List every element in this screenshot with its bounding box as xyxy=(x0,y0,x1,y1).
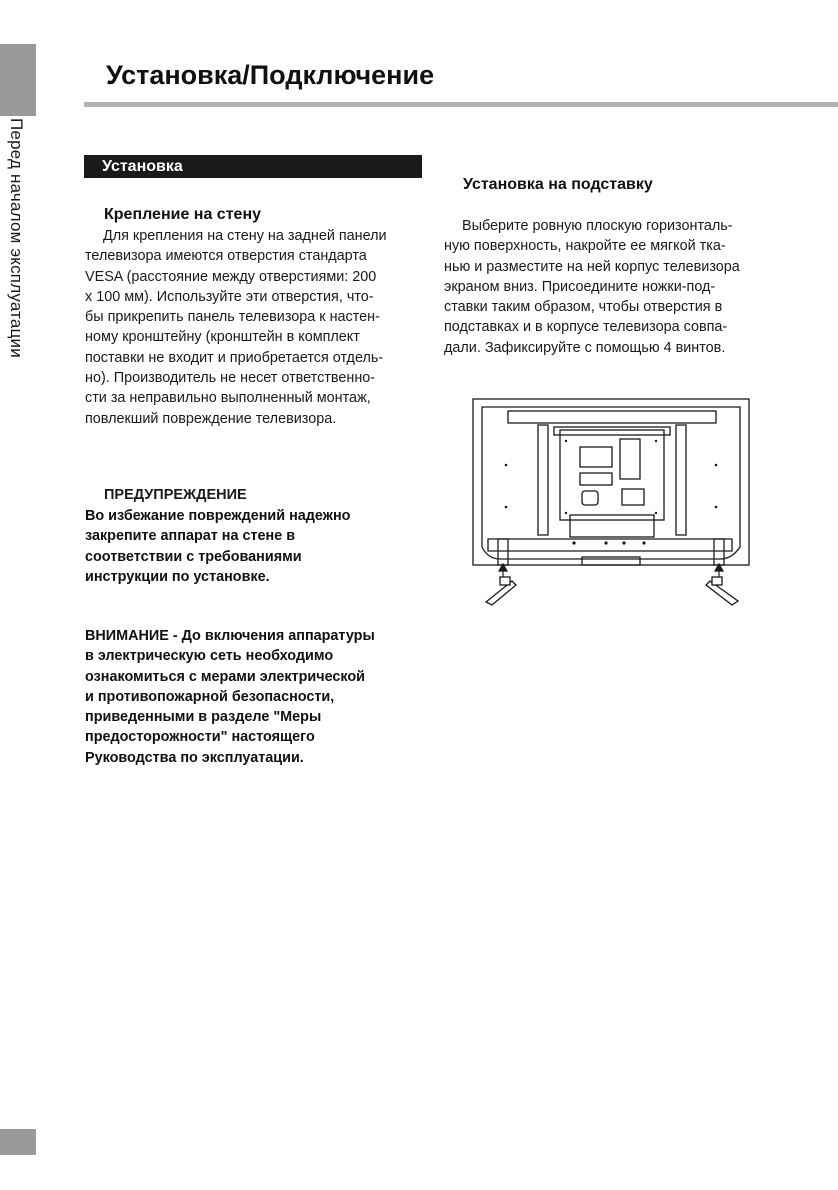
tv-board-bottom xyxy=(570,515,654,537)
text-line: телевизора имеются отверстия стандарта xyxy=(85,248,367,265)
tv-board-module xyxy=(580,473,612,485)
title-divider xyxy=(84,102,838,107)
tv-power-port xyxy=(582,491,598,505)
text-line: дали. Зафиксируйте с помощью 4 винтов. xyxy=(444,339,726,356)
text-line: ную поверхность, накройте ее мягкой тка- xyxy=(444,238,726,255)
tv-board-module xyxy=(620,439,640,479)
text-line: инструкции по установке. xyxy=(85,568,270,585)
tv-stand-illustration xyxy=(470,397,752,607)
text-line: экраном вниз. Присоедините ножки-под- xyxy=(444,278,716,295)
text-line: соответствии с требованиями xyxy=(85,548,302,565)
text-line: бы прикрепить панель телевизора к настен- xyxy=(85,309,380,326)
page-title: Установка/Подключение xyxy=(106,60,435,90)
right-stand-neck xyxy=(712,577,722,585)
tv-left-rail xyxy=(538,425,548,535)
text-line: сти за неправильно выполненный монтаж, xyxy=(85,390,371,407)
text-line: но). Производитель не несет ответственно- xyxy=(85,370,376,387)
stand-heading: Установка на подставку xyxy=(463,176,653,193)
text-line: Руководства по эксплуатации. xyxy=(85,749,304,766)
text-line: подставках и в корпусе телевизора совпа- xyxy=(444,319,728,336)
text-line: Выберите ровную плоскую горизонталь- xyxy=(462,218,733,234)
text-line: Для крепления на стену на задней панели xyxy=(103,228,387,244)
tv-board-top-strip xyxy=(554,427,670,435)
tv-left-mount xyxy=(498,539,508,565)
tv-top-bar xyxy=(508,411,716,423)
tv-base-strip xyxy=(582,557,640,565)
text-line: поставки не входит и приобретается отдель- xyxy=(85,349,384,366)
text-line: Во избежание повреждений надежно xyxy=(85,508,351,524)
side-tab-label: Перед началом эксплуатации xyxy=(7,118,26,358)
wall-mount-text xyxy=(85,226,387,429)
text-line: ставки таким образом, чтобы отверстия в xyxy=(444,299,723,316)
tv-lower-brace xyxy=(488,539,732,551)
text-line: нью и разместите на ней корпус телевизора xyxy=(444,258,740,275)
stand-text xyxy=(444,216,740,358)
tv-outer-frame xyxy=(473,399,749,565)
text-line: закрепите аппарат на стене в xyxy=(85,528,296,545)
side-tab-marker xyxy=(0,44,36,116)
wall-mount-heading: Крепление на стену xyxy=(104,206,261,223)
text-line: ному кронштейну (кронштейн в комплект xyxy=(85,329,360,346)
tv-connector-block xyxy=(622,489,644,505)
text-line: приведенными в разделе "Меры xyxy=(85,709,322,726)
tv-right-mount xyxy=(714,539,724,565)
text-line: и противопожарной безопасности, xyxy=(85,688,335,705)
text-line: в электрическую сеть необходимо xyxy=(85,648,334,665)
text-line: ВНИМАНИЕ - До включения аппаратуры xyxy=(85,628,375,644)
left-stand-neck xyxy=(500,577,510,585)
text-line: ознакомиться с мерами электрической xyxy=(85,668,366,685)
warning-text xyxy=(85,506,350,587)
text-line: предосторожности" настоящего xyxy=(85,729,315,746)
section-title-bar: Установка xyxy=(84,155,422,178)
tv-board-module xyxy=(580,447,612,467)
text-line: x 100 мм). Используйте эти отверстия, что- xyxy=(85,288,374,305)
tv-right-rail xyxy=(676,425,686,535)
page-corner-marker xyxy=(0,1129,36,1155)
attention-text xyxy=(85,626,375,768)
text-line: повлекший повреждение телевизора. xyxy=(85,410,337,427)
warning-title: ПРЕДУПРЕЖДЕНИЕ xyxy=(104,487,247,503)
text-line: VESA (расстояние между отверстиями: 200 xyxy=(85,268,377,285)
